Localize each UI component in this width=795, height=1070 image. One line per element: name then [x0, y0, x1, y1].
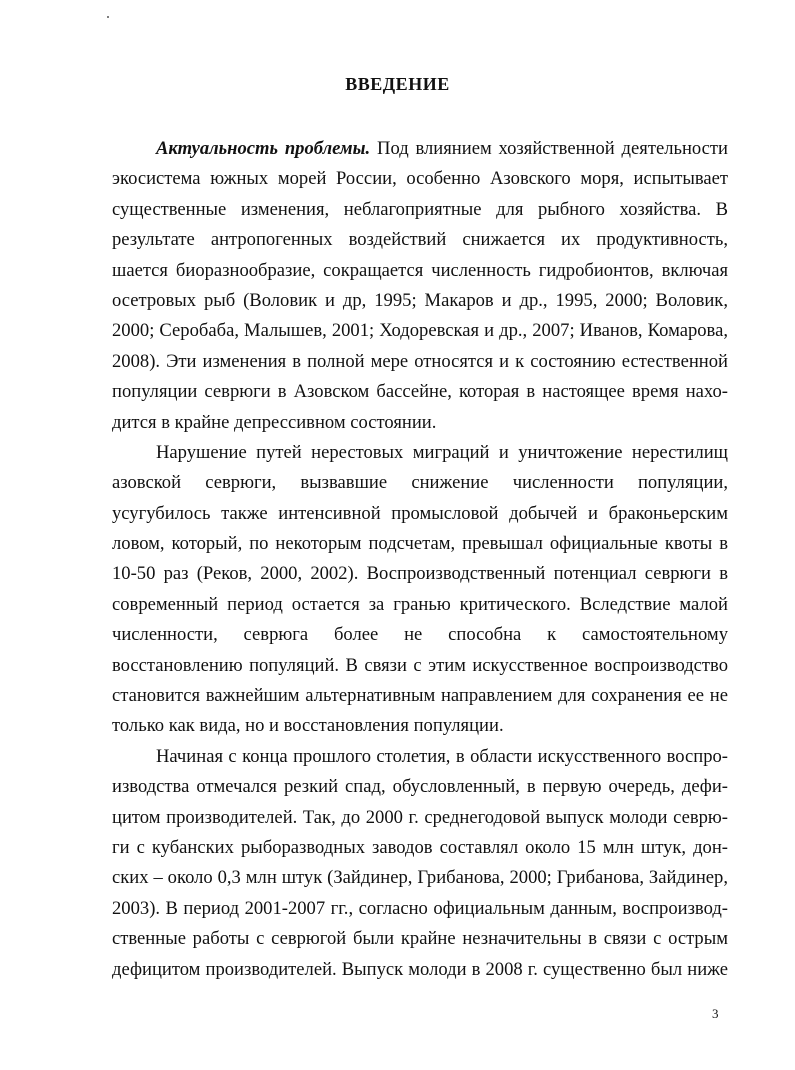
paragraph-line: изводства отмечался резкий спад, обусловленный, в первую очередь, дефи-: [112, 776, 728, 798]
paragraph-line: ловом, который, по некоторым подсчетам, превышал официальные квоты в: [112, 533, 728, 555]
scan-speck: [107, 16, 109, 18]
paragraph-line: 2008). Эти изменения в полной мере относятся и к состоянию естественной: [112, 350, 728, 372]
paragraph-line: восстановлению популяций. В связи с этим искусственное воспроизводство: [112, 654, 728, 676]
paragraph-line: осетровых рыб (Воловик и др, 1995; Макаров и др., 1995, 2000; Воловик,: [112, 289, 728, 311]
paragraph-line: 2000; Серобаба, Малышев, 2001; Ходоревская и др., 2007; Иванов, Комарова,: [112, 320, 728, 342]
paragraph-1-line-1: Актуальность проблемы. Под влиянием хозяйственной деятельности: [156, 138, 728, 159]
paragraph-line: результате антропогенных воздействий снижается их продуктивность,: [112, 229, 728, 251]
paragraph-3-line-1: Начиная с конца прошлого столетия, в области искусственного воспро-: [156, 745, 728, 767]
paragraph-line: современный период остается за гранью критического. Вследствие малой: [112, 593, 728, 615]
paragraph-line: ги с кубанских рыборазводных заводов составлял около 15 млн штук, дон-: [112, 836, 728, 858]
paragraph-line: шается биоразнообразие, сокращается численность гидробионтов, включая: [112, 259, 728, 281]
paragraph-line: становится важнейшим альтернативным направлением для сохранения ее не: [112, 685, 728, 707]
paragraph-line: усугубилось также интенсивной промысловой добычей и браконьерским: [112, 502, 728, 524]
paragraph-line: популяции севрюги в Азовском бассейне, которая в настоящее время нахо-: [112, 381, 728, 403]
paragraph-line: цитом производителей. Так, до 2000 г. среднегодовой выпуск молоди севрю-: [112, 806, 728, 828]
paragraph-line: дится в крайне депрессивном состоянии.: [112, 411, 437, 433]
paragraph-line: экосистема южных морей России, особенно Азовского моря, испытывает: [112, 168, 728, 190]
paragraph-lead: Актуальность проблемы.: [156, 138, 371, 159]
paragraph-line: дефицитом производителей. Выпуск молоди в 2008 г. существенно был ниже: [112, 958, 728, 980]
paragraph-line: ских – около 0,3 млн штук (Зайдинер, Грибанова, 2000; Грибанова, Зайдинер,: [112, 867, 728, 889]
paragraph-line: только как вида, но и восстановления популяции.: [112, 715, 504, 737]
paragraph-2-line-1: Нарушение путей нерестовых миграций и уничтожение нерестилищ: [156, 441, 728, 463]
page-number: 3: [712, 1006, 719, 1021]
page-title: ВВЕДЕНИЕ: [345, 74, 450, 94]
paragraph-line: ственные работы с севрюгой были крайне незначительны в связи с острым: [112, 928, 728, 950]
paragraph-line: 10-50 раз (Реков, 2000, 2002). Воспроизводственный потенциал севрюги в: [112, 563, 728, 585]
body-text: [112, 134, 728, 985]
paragraph-line: 2003). В период 2001-2007 гг., согласно официальным данным, воспроизвод-: [112, 897, 728, 919]
paragraph-line: численности, севрюга более не способна к самостоятельному: [112, 624, 728, 646]
paragraph-line: существенные изменения, неблагоприятные для рыбного хозяйства. В: [112, 198, 728, 220]
paragraph-line: азовской севрюги, вызвавшие снижение численности популяции,: [112, 472, 728, 494]
